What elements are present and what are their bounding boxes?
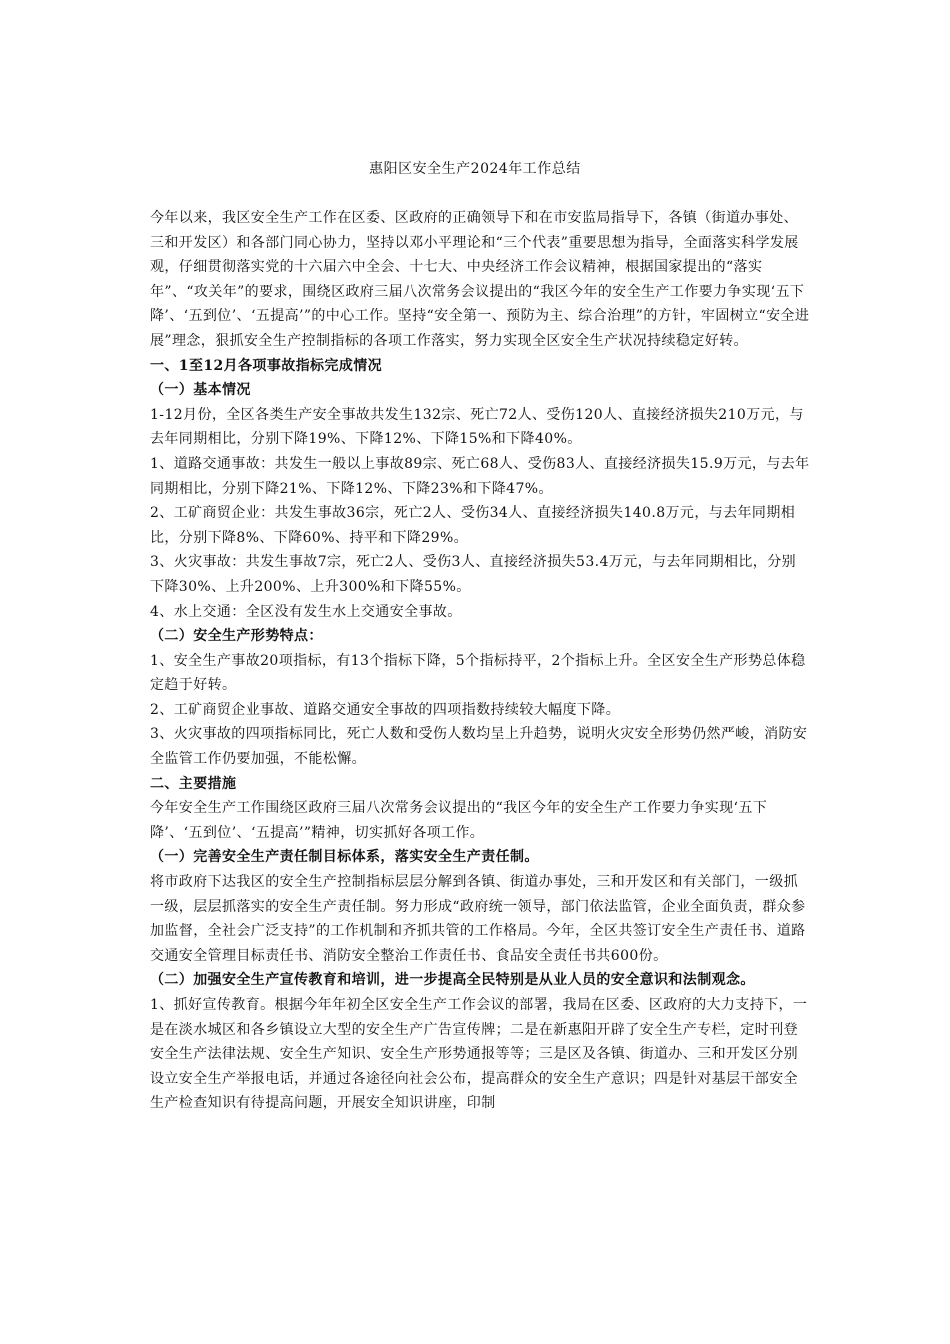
- section-heading: 二、主要措施: [150, 775, 237, 792]
- paragraph: 将市政府下达我区的安全生产控制指标层层分解到各镇、街道办事处，三和开发区和有关部门，一级抓一级，层层抓落实的安全生产责任制。努力形成“政府统一领导，部门依法监管，企业全面负责，群众参加监督，全社会广泛支持”的工作机制和齐抓共管的工作格局。今年，全区共签订安全生产责任书、道路交通安全管理目标责任书、消防安全整治工作责任书、食品安全责任书共600份。: [150, 874, 806, 964]
- paragraph: 4、水上交通：全区没有发生水上交通安全事故。: [150, 603, 462, 620]
- paragraph: 1、道路交通事故：共发生一般以上事故89宗、死亡68人、受伤83人、直接经济损失15.9万元，与去年同期相比，分别下降21%、下降12%、下降23%和下降47%。: [150, 455, 810, 497]
- document-title: 惠阳区安全生产2024年工作总结: [369, 161, 581, 177]
- paragraph: 2、工矿商贸企业：共发生事故36宗，死亡2人、受伤34人、直接经济损失140.8万元，与去年同期相比，分别下降8%、下降60%、持平和下降29%。: [150, 505, 796, 546]
- paragraph: 3、火灾事故：共发生事故7宗，死亡2人、受伤3人、直接经济损失53.4万元，与去年同期相比，分别下降30%、上升200%、上升300%和下降55%。: [150, 554, 796, 595]
- paragraph: 3、火灾事故的四项指标同比，死亡人数和受伤人数均呈上升趋势，说明火灾安全形势仍然严峻，消防安全监管工作仍要加强，不能松懈。: [150, 726, 808, 768]
- subsection-heading: （二）安全生产形势特点：: [150, 628, 323, 645]
- paragraph: 1-12月份，全区各类生产安全事故共发生132宗、死亡72人、受伤120人、直接经济损失210万元，与去年同期相比，分别下降19%、下降12%、下降15%和下降40%。: [150, 406, 804, 448]
- paragraph: 1、安全生产事故20项指标，有13个指标下降，5个指标持平，2个指标上升。全区安全生产形势总体稳定趋于好转。: [150, 652, 806, 694]
- paragraph: 1、抓好宣传教育。根据今年年初全区安全生产工作会议的部署，我局在区委、区政府的大力支持下，一是在淡水城区和各乡镇设立大型的安全生产广告宣传牌；二是在新惠阳开辟了安全生产专栏，定时刊登安全生产法律法规、安全生产知识、安全生产形势通报等等；三是区及各镇、街道办、三和开发区分别设立安全生产举报电话，并通过各途径向社会公布，提高群众的安全生产意识；四是针对基层干部安全生产检查知识有待提高问题，开展安全知识讲座，印制: [150, 997, 808, 1112]
- document-body: [150, 206, 810, 1116]
- paragraph: 今年以来，我区安全生产工作在区委、区政府的正确领导下和在市安监局指导下，各镇（街道办事处、三和开发区）和各部门同心协力，坚持以邓小平理论和“三个代表”重要思想为指导，全面落实科学发展观，仔细贯彻落实党的十六届六中全会、十七大、中央经济工作会议精神，根据国家提出的“落实年”、“攻关年”的要求，围绕区政府三届八次常务会议提出的“我区今年的安全生产工作要力争实现‘五下降’、‘五到位’、‘五提高’”的中心工作。坚持“安全第一、预防为主、综合治理”的方针，牢固树立“安全进展”理念，狠抓安全生产控制指标的各项工作落实，努力实现全区安全生产状况持续稳定好转。: [150, 210, 810, 349]
- paragraph: 2、工矿商贸企业事故、道路交通安全事故的四项指数持续较大幅度下降。: [150, 701, 621, 718]
- subsection-heading: （一）基本情况: [150, 382, 251, 399]
- section-heading: 一、1至12月各项事故指标完成情况: [150, 357, 383, 374]
- subsection-heading: （一）完善安全生产责任制目标体系，落实安全生产责任制。: [150, 849, 539, 866]
- paragraph: 今年安全生产工作围绕区政府三届八次常务会议提出的“我区今年的安全生产工作要力争实现‘五下降’、‘五到位’、‘五提高’”精神，切实抓好各项工作。: [150, 800, 768, 841]
- subsection-heading: （二）加强安全生产宣传教育和培训，进一步提高全民特别是从业人员的安全意识和法制观念。: [150, 972, 755, 989]
